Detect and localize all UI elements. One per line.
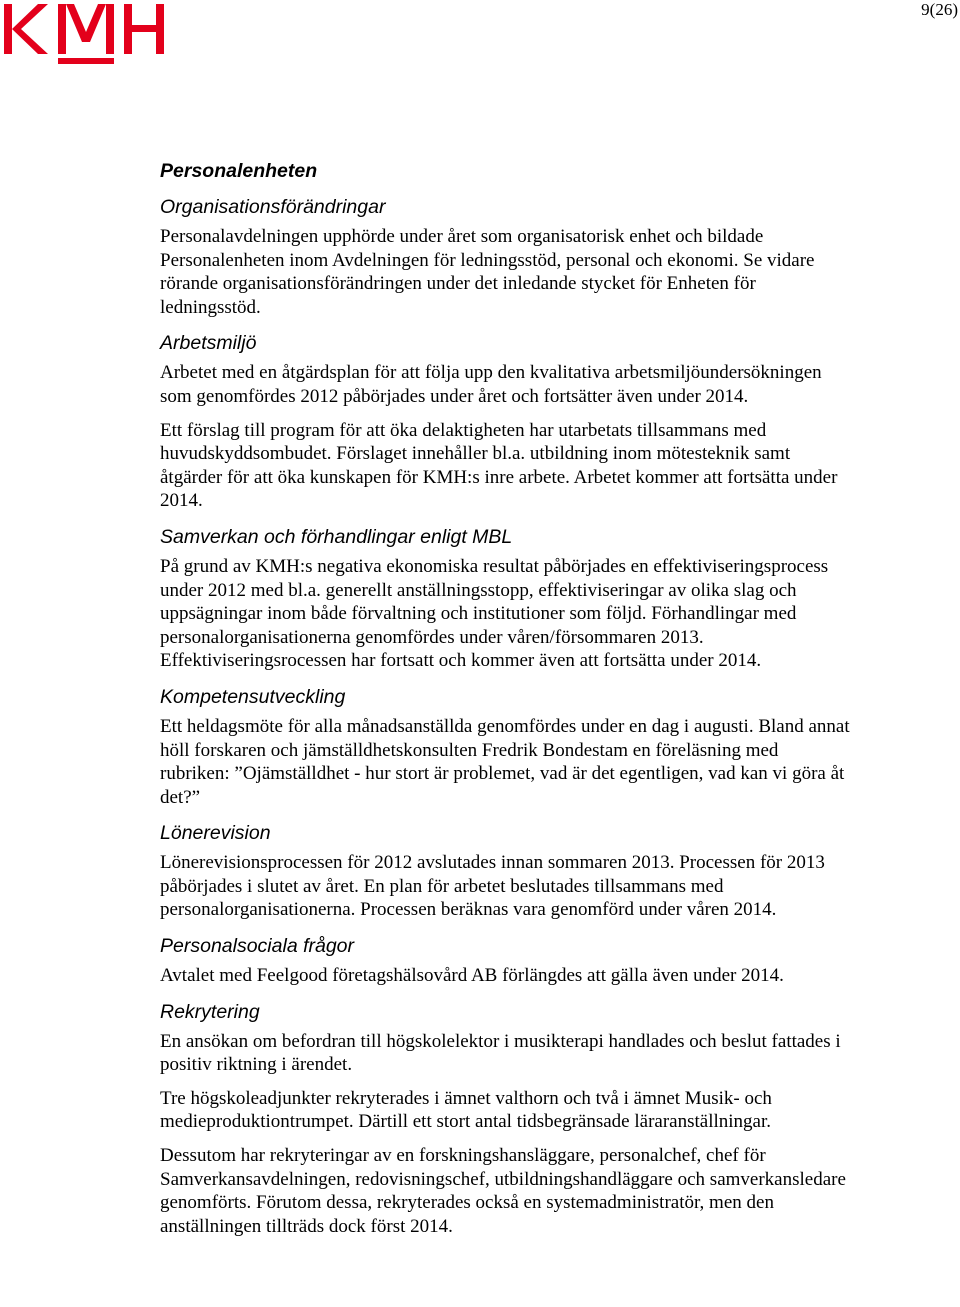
section-heading-lonerevision: Lönerevision <box>160 822 271 845</box>
page-number: 9(26) <box>921 0 958 19</box>
paragraph: Arbetet med en åtgärdsplan för att följa upp den kvalitativa arbetsmiljöundersökningen som genomfördes 2012 påbörjades under året och fortsätter även under 2014. <box>160 362 822 407</box>
section-heading-arbetsmiljo: Arbetsmiljö <box>160 332 257 355</box>
paragraph: Avtalet med Feelgood företagshälsovård AB förlängdes att gälla även under 2014. <box>160 965 784 987</box>
section-heading-organisation: Organisationsförändringar <box>160 196 386 218</box>
document-body <box>160 158 850 1248</box>
kmh-logo <box>2 2 164 66</box>
paragraph: Ett förslag till program för att öka delaktigheten har utarbetats tillsammans med huvudskyddsombudet. Förslaget innehåller bl.a. utbildning inom mötesteknik samt åtgärder för att öka kunskapen för KMH:s inre arbete. Arbetet kommer att fortsätta under 2014. <box>160 419 838 512</box>
paragraph: En ansökan om befordran till högskolelektor i musikterapi handlades och beslut fattades i positiv riktning i ärendet. <box>160 1030 841 1076</box>
section-heading-kompetensutveckling: Kompetensutveckling <box>160 685 346 708</box>
section-heading-rekrytering: Rekrytering <box>160 1000 260 1023</box>
paragraph: På grund av KMH:s negativa ekonomiska resultat påbörjades en effektiviseringsprocess under 2012 med bl.a. generellt anställningsstopp, effektiviseringar av olika slag och uppsägningar inom både förvaltning och institutioner som följd. Förhandlingar med personalorganisationerna genomfördes under våren/försommaren 2013. Effektiviseringsrocessen har fortsatt och kommer även att fortsätta under 2014. <box>160 555 829 672</box>
paragraph: Dessutom har rekryteringar av en forskningshansläggare, personalchef, chef för Samverkansavdelningen, redovisningschef, utbildningshandläggare och samverkansledare genomförts. Förutom dessa, rekryterades också en systemadministratör, men den anställningen tillträds dock först 2014. <box>160 1145 846 1237</box>
paragraph: Personalavdelningen upphörde under året som organisatorisk enhet och bildade Personalenheten inom Avdelningen för ledningsstöd, personal och ekonomi. Se vidare rörande organisationsförändringen under det inledande stycket för Enheten för ledningsstöd. <box>160 226 815 318</box>
paragraph: Tre högskoleadjunkter rekryterades i ämnet valthorn och två i ämnet Musik- och medieproduktiontrumpet. Därtill ett stort antal tidsbegränsade läraranställningar. <box>160 1087 772 1133</box>
paragraph: Ett heldagsmöte för alla månadsanställda genomfördes under en dag i augusti. Bland annat höll forskaren och jämställdhetskonsulten Fredrik Bondestam en föreläsning med rubriken: ”Ojämställdhet - hur stort är problemet, vad är det egentligen, vad kan vi göra åt det?” <box>160 715 850 808</box>
section-heading-personalsociala: Personalsociala frågor <box>160 935 355 958</box>
section-heading-samverkan: Samverkan och förhandlingar enligt MBL <box>160 525 513 548</box>
document-title: Personalenheten <box>160 160 318 182</box>
paragraph: Lönerevisionsprocessen för 2012 avslutades innan sommaren 2013. Processen för 2013 påbörjades i slutet av året. En plan för arbetet beslutades tillsammans med personalorganisationerna. Processen beräknas vara genomförd under våren 2014. <box>160 852 825 921</box>
